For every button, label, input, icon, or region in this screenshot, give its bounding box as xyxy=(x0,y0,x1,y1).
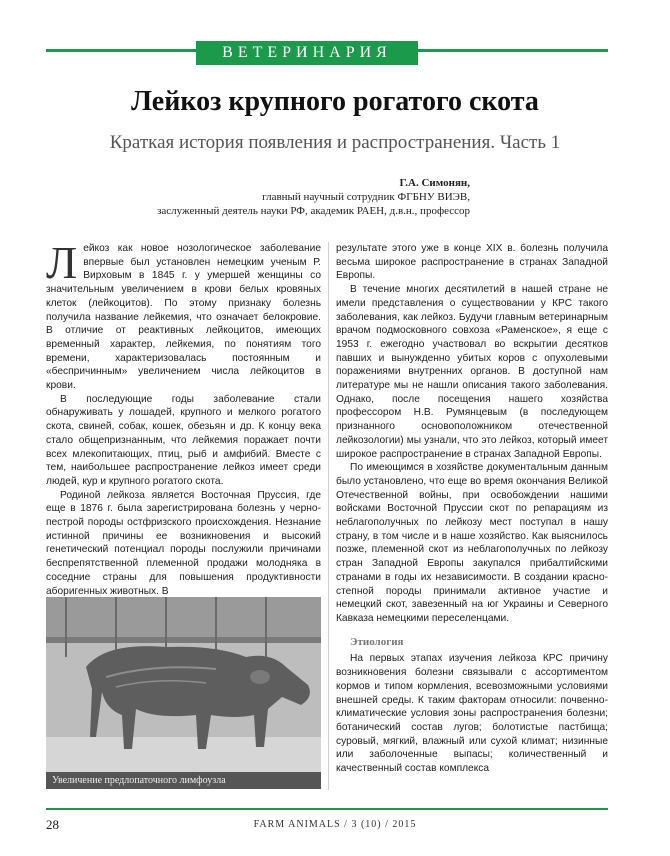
photo-caption: Увеличение предлопаточного лимфоузла xyxy=(46,772,321,789)
drop-cap: Л xyxy=(46,237,78,288)
right-column xyxy=(336,242,608,776)
cow-photo xyxy=(46,597,321,772)
author-block xyxy=(100,176,470,218)
page-number: 28 xyxy=(46,817,59,832)
paragraph-intro xyxy=(46,237,321,393)
footer-rule xyxy=(46,808,608,810)
left-column xyxy=(46,237,321,598)
author-name: Г.А. Симонян, xyxy=(399,177,470,189)
section-label: ВЕТЕРИНАРИЯ xyxy=(196,41,418,65)
article-title: Лейкоз крупного рогатого скота xyxy=(131,86,539,117)
paragraph-intro-text: ейкоз как новое нозологическое заболевание впервые был установлен немецким ученым Р. Вирховым в 1845 г. у умершей женщины со значительным увеличением в крови белых кровяных клеток (лейкоцитов). По этому признаку болезнь получила название лейкемия, что означает белокровие. В отличие от реактивных лейкоцитов, имеющих временный характер, лейкемия, по понятиям того времени, характеризовалась постоянным и «беспричинным» увеличением числа лейкоцитов в крови. xyxy=(46,243,321,392)
column-divider xyxy=(328,242,329,790)
paragraph: В течение многих десятилетий в нашей стране не имели представления о существовании у КРС такого заболевания, как лейкоз. Будучи главным ветеринарным врачом подмосковного совхоза «Раменское», я еще с 1953 г. ежегодно участвовал во вскрытии десятков павших и вынужденно убитых коров с опухолевыми поражениями внутренних органов. В доступной нам литературе мы не нашли описания такого заболевания. Однако, после посещения нашего хозяйства профессором Н.В. Румянцевым (в последующем признанного основоположником отечественной лейкозологии) мы узнали, что это лейкоз, который имеет широкое распространение в странах Западной Европы. xyxy=(336,284,608,460)
paragraph-continued: результате этого уже в конце XIX в. болезнь получила весьма широкое распространение в странах Западной Европы. xyxy=(336,243,608,282)
section-heading-etiology: Этиология xyxy=(350,635,404,648)
journal-info: FARM ANIMALS / 3 (10) / 2015 xyxy=(253,819,417,830)
paragraph: По имеющимся в хозяйстве документальным данным было установлено, что еще во время окончания Великой Отечественной войны, при освобождении нашими войсками Восточной Пруссии скот по репарациям из неблагополучных по лейкозу мест поступал в нашу страну, в том числе и в наше хозяйство. Как выяснилось позже, племенной скот из неблагополучных по лейкозу стран Западной Европы закупался прибалтийскими странами в годы их независимости. В создании красно-степной породы принимали активное участие и немецкий скот, завезенный на юг Украины и Северного Кавказа немецкими переселенцами. xyxy=(336,462,608,624)
author-position: главный научный сотрудник ФГБНУ ВИЭВ, xyxy=(262,191,470,203)
paragraph: На первых этапах изучения лейкоза КРС причину возникновения болезни связывали с ассортиментом кормов и типом кормления, всевозможными условиями внешней среды. К таким факторам относили: почвенно-климатические условия зоны распространения болезни; ботанический состав лугов; болотистые пастбища; суровый, мягкий, влажный или сухой климат; низинные или заболоченные выпасы; количественный и качественный состав комплекса xyxy=(336,653,608,775)
author-titles: заслуженный деятель науки РФ, академик РАЕН, д.в.н., профессор xyxy=(157,205,470,217)
paragraph: В последующие годы заболевание стали обнаруживать у лошадей, крупного и мелкого рогатого скота, свиней, собак, кошек, обезьян и др. К концу века стало общепризнанным, что лейкемия поражает почти всех млекопитающих, птиц, рыб и амфибий. Вместе с тем, наибольшее распространение лейкоз имеет среди людей, кур и крупного рогатого скота. xyxy=(46,393,321,487)
article-subtitle: Краткая история появления и распространения. Часть 1 xyxy=(109,132,561,153)
paragraph: Родиной лейкоза является Восточная Пруссия, где еще в 1876 г. была зарегистрирована болезнь у черно-пестрой породы остфризского происхождения. Незнание истинной причины ее возникновения и высокий генетический потенциал породы послужили причинами беспрепятственной племенной продажи молодняка в соседние страны для повышения продуктивности аборигенных животных. В xyxy=(46,489,321,597)
